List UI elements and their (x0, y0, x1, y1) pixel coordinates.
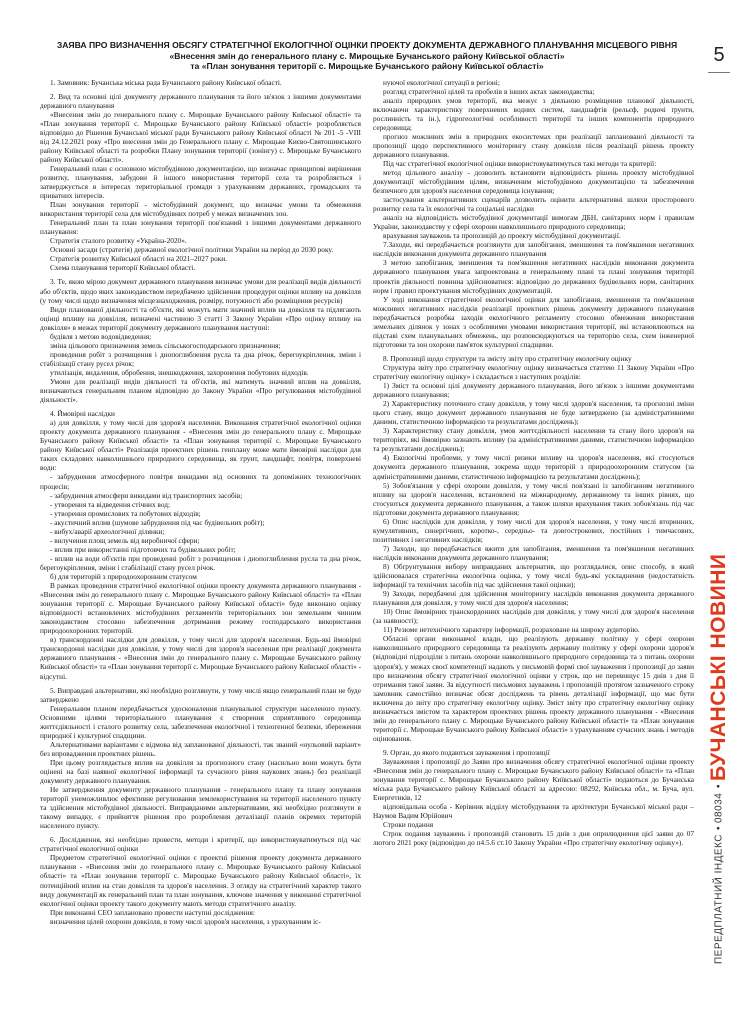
paragraph: Обласні органи виконавчої влади, що реалізують державну політику у сфері охорони навколишнього природного середовища та реалізують державну політику у сфері охорони здоров'я (відповідні підрозділи з питань охорони навколишнього природного середовища та з питань охорони здоров'я), у межах своєї компетенції надають у письмовій формі свої зауваження і пропозиції до заяви про визначення обсягу стратегічної екологічної оцінки у строк, що не перевищує 15 днів з дня її отримання такої заяви. За відсутності письмових зауважень і пропозицій протягом зазначеного строку замовник самостійно визначає обсяг досліджень та рівень деталізації інформації, що має бути включена до звіту про стратегічну екологічну оцінку. Зміст звіту про стратегічну екологічну оцінку визначається змістом та характером проектних рішень проекту державного планування - «Внесення змін до генерального плану с. Мирощьке Бучанського району Київської області» та «План зонування території с. Мирощьке Бучанського району Київської області» з урахуванням сучасних знань і методів оцінювання. (373, 634, 694, 743)
paragraph: в) транскордонні наслідки для довкілля, у тому числі для здоров'я населення. Будь-які ймовірні транскордонні наслідки для довкілля, у тому числі для здоров'я населення при реалізації документа державного планування - «Внесення змін до генерального плану с. Мирощьке Бучанського району Київської області» та «План зонування території с. Мирощьке Бучанського району Київської області» - відсутні. (40, 635, 361, 681)
paragraph: Види планованої діяльності та об'єкти, які можуть мати значний вплив на довкілля та підлягають оцінці впливу на довкілля, визначені частиною 3 статті 3 Закону України «Про оцінку впливу на довкілля» в межах території документу державного планування наступні: (40, 304, 361, 332)
paragraph: зміна цільового призначення земель сільськогосподарського призначення; (50, 340, 281, 350)
paragraph: 8. Пропозиції щодо структури та змісту звіту про стратегічну екологічну оцінку (383, 353, 632, 363)
paragraph: 5) Зобов'язання у сфері охорони довкілля, у тому числі пов'язані із запобіганням негативного впливу на здоров'я населення, встановлені на міжнародному, державному та інших рівнях, що стосуються документа державного планування, а також шляхи врахування таких зобов'язань під час підготовки документа державного планування; (373, 480, 694, 517)
paragraph: врахування зауважень та пропозицій до проекту містобудівної документації. (383, 231, 621, 241)
paragraph: визначення цілей охорони довкілля, в тому числі здоров'я населення, з урахуванням іс- (50, 916, 321, 926)
paragraph: розгляд стратегічної цілей та пробелів в інших актах законодавства; (383, 86, 595, 96)
paragraph: будівля з метою водовідведення; (50, 331, 152, 341)
paragraph: Генеральний план є основною містобудівною документацією, що визначає принципові вирішення розвитку, планування, забудови й іншого використання території села та розробляється і затверджується в інтересах територіальної громади з урахуванням державних, громадських та приватних інтересів. (40, 163, 361, 201)
paragraph: Зауваження і пропозиції до Заяви про визначення обсягу стратегічної екологічної оцінки проекту «Внесення змін до генерального плану с. Мирощьке Бучанського району Київської області» та «План зонування території с. Мирощьке Бучанського району Київської області» подаються до Бучанська міська рада Бучанського району Київської області за адресою: 08292, Київська обл., м. Буча, вул. Енергетиків, 12 (373, 756, 694, 803)
paragraph: - вплив на води об'єктів при проведенні робіт з розчищення і днопоглиблення русла та дна річок, берегоукріплення, зміни і стабілізації стану русел річок. (40, 553, 361, 572)
subscription-index-label: ПЕРЕДПЛАТНИЙ ІНДЕКС (713, 834, 725, 964)
paragraph: Основні засади (стратегія) державної екологічної політики України на період до 2030 року. (50, 245, 334, 255)
paragraph: 1) Зміст та основні цілі документу державного планування, його зв'язок з іншими документами державного планування; (373, 381, 694, 400)
paragraph: 7.Заходи, які передбачається розглянути для запобігання, зменшення та пом'якшення негативних наслідків виконання документа державного планування (373, 240, 694, 259)
paragraph: Під час стратегічної екологічної оцінки використовуватимуться такі методи та критерії: (383, 158, 657, 168)
paragraph: утилізація, видалення, обробення, знешкодження, захоронення побутових відходів. (50, 367, 309, 377)
paragraph: Схема планування території Київської області. (50, 263, 196, 273)
paragraph: Умови для реалізації видів діяльності та об'єктів, які матимуть значний вплив на довкілля, визначаються генеральним планом відповідно до Закону України «Про регулювання містобудівної діяльності». (40, 377, 361, 405)
paragraph: 8) Обґрунтування вибору виправданих альтернатив, що розглядалися, опис способу, в який здійснювалася стратегічна екологічна оцінка, у тому числі будь-які ускладнення (недостатність інформації та технічних засобів під час здійснення такої оцінки); (373, 561, 694, 590)
paragraph: нуючої екологічної ситуації в регіоні; (383, 77, 500, 87)
paragraph: а) для довкілля, у тому числі для здоров'я населення. Виконання стратегічної екологічної оцінки проекту документа державного планування - «Внесення змін до генерального плану с. Мирощьке Бучанського району Київської області» та «План зонування території с. Мирощьке Бучанського району Київської області» Реалізація проектних рішень генплану може мати ймовірні наслідки для таких складових навколишнього природного середовища, як грунт, ландшафт, повітря, поверхневі води: (40, 418, 361, 473)
paragraph: аналіз на відповідність містобудівної документації вимогам ДБН, санітарних норм і правилам України, законодавству у сфері охорони навколишнього природного середовища; (373, 213, 694, 232)
paragraph: 6. Дослідження, які необхідно провести, методи і критерії, що використовуватимуться під час стратегічної екологічної оцінки (40, 835, 361, 854)
sidebar-divider (708, 72, 730, 73)
article-columns (40, 78, 694, 926)
article (40, 40, 694, 1010)
page-sidebar (704, 40, 734, 1000)
paragraph: В рамках проведення стратегічної екологічної оцінки проекту документа державного планування - «Внесення змін до генерального плану с. Мирощьке Бучанського району Київської області» та «План зонування території с. Мирощьке Бучанського району Київської області» буде виконано оцінку відповідності встановлених містобудівних регламентів територіальних зон земельним чинним законодавством стосовно забезпечення дотримання режиму господарського використання природоохоронних територій. (40, 581, 361, 636)
paragraph: - утворення промислових та побутових відходів; (50, 508, 201, 518)
paragraph: При виконанні СЕО заплановано провести наступні дослідження: (50, 907, 255, 917)
sidebar-separator-dot: • (713, 826, 725, 831)
paragraph: аналіз природних умов території, яка межує з діяльною розміщення планової діяльності, включаючи характеристику поверхневих водних систем, ландшафтів (рельєф, родючі ґрунти, рослинність та ін.), гідрогеологічні особливості території та інших компонентів природного середовища; (373, 95, 694, 132)
paragraph: Предметом стратегічної екологічної оцінки є проектні рішення проекту документа державного планування - «Внесення змін до генерального плану с. Мирощьке Бучанського району Київської області» та «План зонування території с. Мирощьке Бучанського району Київської області», їх потенційний вплив на стан довкілля та здоров'я населення. З огляду на стратегічний характер такого виду документації як генеральний план та план зонування, ключове значення у виконанні стратегічної екологічної оцінки проекту такого документу мають методи стратегічного аналізу. (40, 853, 361, 908)
paragraph: З метою запобігання, зменшення та пом'якшення негативних наслідків виконання документа державного планування увага запроектована в генеральному плані та плані зонування території проектів діяльності повинна здійснюватися: відповідно до державних будівельних норм, санітарних норм і правил проектування містобудівних документацій. (373, 258, 694, 295)
paragraph: 2. Вид та основні цілі документу державного планування та його зв'язок з іншими документами державного планування (40, 91, 361, 110)
paragraph: 9. Орган, до якого подаються зауваження і пропозиції (383, 747, 550, 757)
paragraph: 5. Виправдані альтернативи, які необхідно розглянути, у тому числі якщо генеральний план не буде затверджено (40, 685, 361, 704)
heading-line-2: «Внесення змін до генерального плану с. Мирощьке Бучанського району Київської області» (169, 50, 565, 61)
paragraph: 11) Резюме нетехнічного характеру інформації, розраховане на широку аудиторію. (383, 625, 640, 635)
right-column (373, 78, 694, 926)
paragraph: Строки подання (383, 820, 434, 830)
paragraph: - забруднення атмосфери викидами від транспортних засобів; (50, 490, 243, 500)
paragraph: 3. Те, якою мірою документ державного планування визначає умови для реалізації видів діяльності або об'єктів, щодо яких законодавством передбачено здійснення процедури оцінки впливу на довкілля (у тому числі щодо визначення місцезнаходження, розміру, потужності або розміщення ресурсів) (40, 277, 361, 305)
heading-line-3: та «План зонування території с. Мирощьке Бучанського району Київської області» (190, 61, 544, 71)
paragraph: Структура звіту про стратегічну екологічну оцінку визначається статтею 11 Закону України «Про стратегічну екологічну оцінку» і складається з наступних розділів: (373, 362, 694, 381)
paragraph: Стратегія розвитку Київської області на 2021–2027 роки. (50, 254, 227, 264)
paragraph: - утворення та відведення стічних вод; (50, 499, 171, 509)
paragraph: б) для територій з природоохоронним статусом (50, 571, 197, 581)
newspaper-brand: БУЧАНСЬКІ НОВИНИ (707, 553, 730, 781)
sidebar-vertical-text (704, 84, 734, 964)
paragraph: застосування альтернативних сценаріїв дозволить оцінити альтернативні шляхи просторового розвитку села та їх екологічні та соціальні наслідки (373, 195, 694, 214)
paragraph: - вибух/аварії археологічної ділянки; (50, 526, 165, 536)
paragraph: - акустичний вплив (шумове забруднення під час будівельних робіт); (50, 517, 265, 527)
paragraph: 9) Заходи, передбачені для здійснення моніторингу наслідків виконання документа державного планування для довкілля, у тому числі для здоров'я населення; (373, 589, 694, 608)
paragraph: 10) Опис ймовірних транскордонних наслідків для довкілля, у тому числі для здоров'я населення (за наявності); (373, 607, 694, 626)
paragraph: прогноз можливих змін в природних екосистемах при реалізації запланованої діяльності та пропозиції щодо перспективного моніторингу стану довкілля після реалізації рішень проекту державного планування. (373, 131, 694, 159)
paragraph: Генеральний план та план зонування території пов'язаний з іншими документами державного планування: (40, 218, 361, 237)
paragraph: 4. Ймовірні наслідки (50, 409, 115, 419)
paragraph: 3) Характеристику стану довкілля, умов життєдіяльності населення та стану його здоров'я на територіях, які ймовірно зазнають впливу (за адміністративними даними, статистичною інформацією та результатами досліджень); (373, 426, 694, 454)
sidebar-separator-dot: • (713, 784, 725, 789)
paragraph: План зонування території - містобудівний документ, що визначає умови та обмеження використання території села для містобудівних потреб у межах визначених зон. (40, 200, 361, 219)
paragraph: Строк подання зауважень і пропозицій становить 15 днів з дня оприлюднення цієї заяви до 07 лютого 2021 року (відповідно до п4.5.6 ст.10 Закону України «Про стратегічну екологічну оцінку»). (373, 829, 694, 848)
paragraph: проведення робіт з розчищення і днопоглиблення русла та дна річок, берегоукріплення, зміни і стабілізації стану русел річок; (40, 349, 361, 368)
paragraph: 6) Опис наслідків для довкілля, у тому числі для здоров'я населення, у тому числі вторинних, кумулятивних, синергічних, коротко-, середньо- та довгострокових, постійних і тимчасових, позитивних і негативних наслідків; (373, 516, 694, 544)
paragraph: 2) Характеристику поточного стану довкілля, у тому числі здоров'я населення, та прогнозні зміни цього стану, якщо документ державного планування не буде затверджено (за адміністративними даними, статистичною інформацією та результатами досліджень); (373, 399, 694, 427)
heading-line-1: ЗАЯВА ПРО ВИЗНАЧЕННЯ ОБСЯГУ СТРАТЕГІЧНОЇ ЕКОЛОГІЧНОЇ ОЦІНКИ ПРОЕКТУ ДОКУМЕНТА ДЕРЖАВНОГО ПЛАНУВАННЯ МІСЦЕВОГО РІВНЯ (56, 40, 678, 50)
left-column (40, 78, 361, 926)
subscription-index-code: 08034 (713, 792, 725, 823)
paragraph: Не затвердження документу державного планування - генерального плану та плану зонування території унеможливлює ефективне регулювання землекористування на території населеного пункту та здійснення містобудівної діяльності. Виправданими альтернативами, які необхідно розглянути в такому випадку, є прийняття рішення про розроблення деталізації планів окремих територій населеного пункту. (40, 785, 361, 831)
paragraph: - забруднення атмосферного повітря викидами від основних та допоміжних технологічних процесів; (40, 472, 361, 491)
paragraph: метод цільового аналізу - дозволить встановити відповідність рішень проекту містобудівної документації містобудівним цілям, визначеним містобудівною документацією та забезпечення безпечного для здоров'я населення середовища існування; (373, 167, 694, 196)
paragraph: 1. Замовник: Бучанська міська рада Бучанського району Київської області. (50, 77, 282, 87)
paragraph: відповідальна особа - Керівник відділу містобудування та архітектури Бучанської міської ради – Наумов Вадим Юрійович (373, 802, 694, 821)
paragraph: Стратегія сталого розвитку «Україна-2020». (50, 236, 187, 246)
paragraph: «Внесення змін до генерального плану с. Мирощьке Бучанського району Київської області» та «План зонування території с. Мирощьке Бучанського району Київської області» розробляється відповідно до Рішення Бучанської міської ради Бучанського району Київської області № 201 -5 -VIII від 24.12.2021 року «Про внесення змін до Генерального плану с. Мирощьке Києво-Святошинського району Київської області та розробки Плану зонування території (зонінгу) с. Мирощьке Бучанського району Київської області». (40, 109, 361, 164)
paragraph: Альтернативами варіантами є відмова від запланованої діяльності, так званий «нульовий варіант» без впровадження проектних рішень. (40, 739, 361, 758)
paragraph: Генеральним планом передбачається удосконалення планувальної структури населеного пункту. Основними цілями територіального планування є створення сприятливого середовища життєдіяльності і сталого розвитку села, забезпечення екологічної і техногенної безпеки, збереження природної і культурної спадщини. (40, 703, 361, 740)
paragraph: - вплив при використанні підготовчих та будівельних робіт; (50, 544, 236, 554)
paragraph: 7) Заходи, що передбачається вжити для запобігання, зменшення та пом'якшення негативних наслідків виконання документа державного планування; (373, 543, 694, 562)
paragraph: При цьому розглядається вплив на довкілля за прогнозного стану (насильно вони можуть бути оцінені на базі наявної екологічної інформації та сучасного рівня наукових знань) без реалізації документу державного планування. (40, 757, 361, 786)
page-number: 5 (713, 44, 725, 66)
paragraph: 4) Екологічні проблеми, у тому числі ризики впливу на здоров'я населення, які стосуються документа державного планування, зокрема щодо територій з природоохоронним статусом (за адміністративними даними, статистичною інформацією та результатами досліджень); (373, 453, 694, 481)
article-heading (40, 40, 694, 72)
paragraph: У ході виконання стратегічної екологічної оцінки для запобігання, зменшення та пом'якшення можливих негативних наслідків реалізації проектних рішень документу державного планування передбачається розробка заходів екологічного регламенту стосовно обмеження використання земельних ділянок у зонах з особливими умовами використання території, які встановлюються на підставі схем планувальних обмежень, що розповсюджуються на територію села, схем інженерної підготовки та зон охорони пам'яток культурної спадщини. (373, 294, 694, 349)
paragraph: - вилучення площ земель від виробничої сфери; (50, 535, 200, 545)
